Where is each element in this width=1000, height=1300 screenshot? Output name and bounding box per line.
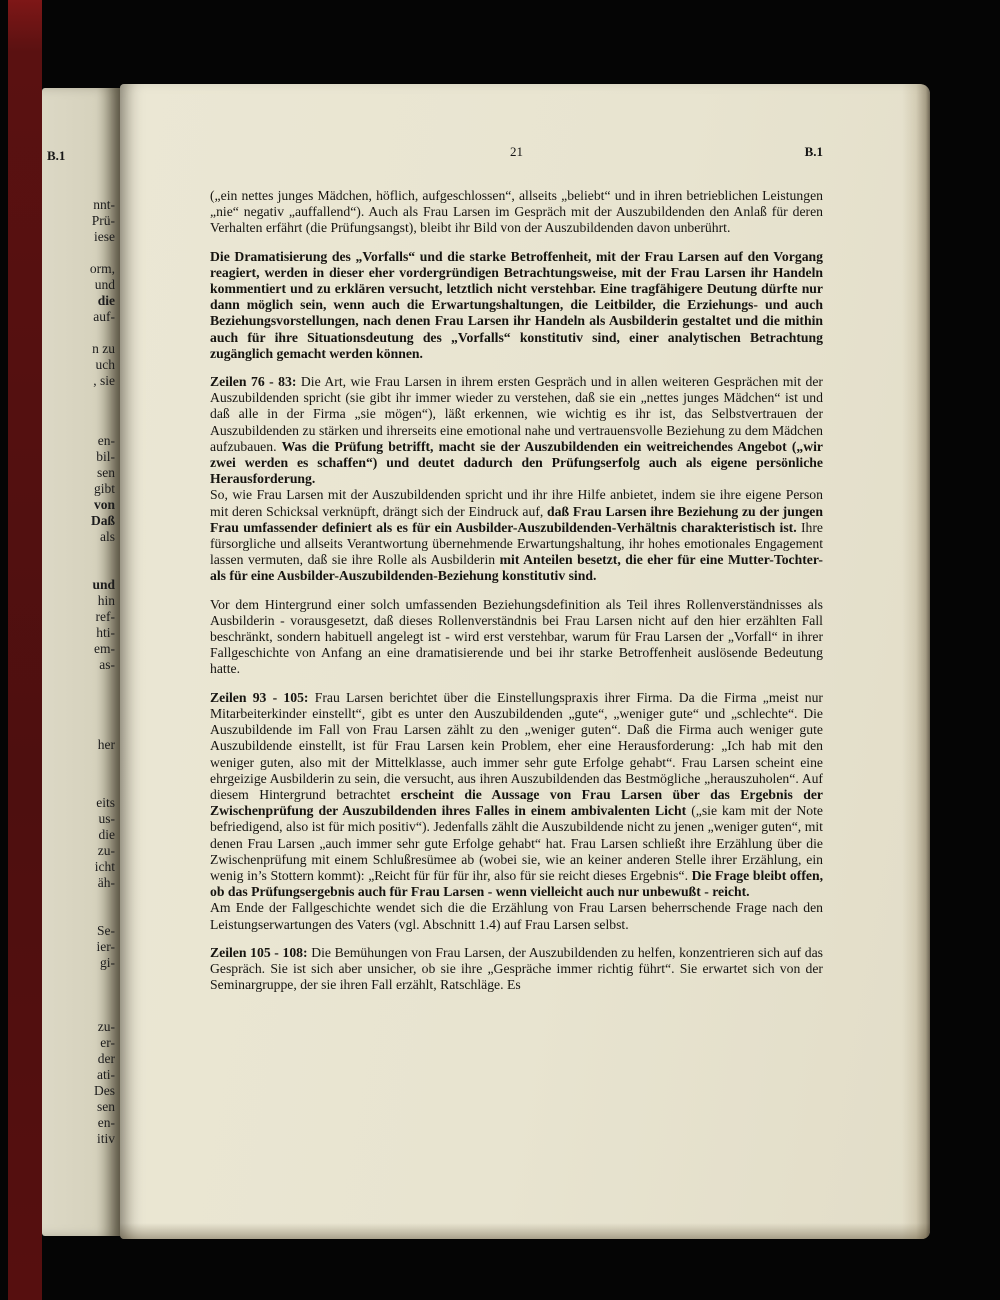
paragraph (210, 597, 823, 678)
emphasized-text: Zeilen 105 - 108: (210, 944, 308, 960)
left-page-text-fragment: sen (97, 465, 115, 480)
emphasized-text: Die Dramatisierung des „Vorfalls“ und die starke Betroffenheit, mit der Frau Larsen auf den Vorgang reagiert, werden in dieser eher vordergründigen Betrachtungsweise, mit der Frau Larsen ihr Handeln kommentiert und zu erklären versucht, letztlich nicht verstehbar. Eine tragfähigere Deutung dürfte nur dann möglich sein, wenn auch die Erwartungshaltungen, die Leitbilder, die Erziehungs- und auch Beziehungsvorstellungen, nach denen Frau Larsen ihr Handeln als Ausbilderin gestaltet und die mithin auch für ihre Situationsdeutung des „Vorfalls“ konstitutiv sind, einer analytischen Betrachtung zugänglich gemacht werden können. (210, 248, 823, 361)
left-page-text-fragment: gibt (93, 481, 115, 496)
left-page-text-fragment: zu- (97, 1019, 115, 1034)
left-page-text-fragment: as- (99, 657, 115, 672)
left-page-text-fragment: en- (97, 1115, 115, 1130)
emphasized-text: daß Frau Larsen ihre Beziehung zu der jungen Frau umfassender definiert als es für ein Ausbilder-Auszubildenden-Verhältnis charakteristisch ist. (210, 503, 823, 535)
left-page-text-fragment: gi- (100, 955, 115, 970)
left-page-text-fragment: us- (98, 811, 115, 826)
left-page-text-fragment: ier- (96, 939, 115, 954)
left-page-text-fragment: icht (94, 859, 115, 874)
emphasized-text: Was die Prüfung betrifft, macht sie der Auszubildenden ein weitreichendes Angebot („wir zwei werden es schaffen“) und deutet dadurch den Prüfungserfolg auch als eigene persönliche Herausforderung. (210, 438, 824, 487)
emphasized-text: Zeilen 93 - 105: (210, 689, 309, 705)
left-page-text-fragment: als (100, 529, 115, 544)
left-page-text-fragment: ref- (95, 609, 115, 624)
left-page-text-fragment: die (98, 827, 115, 842)
paragraph (210, 690, 823, 933)
left-page-text-fragment: iese (94, 229, 115, 244)
paragraph (210, 374, 823, 585)
left-page-text-fragment: und (92, 577, 115, 592)
left-page-text-fragment: nnt- (93, 197, 115, 212)
emphasized-text: Die Frage bleibt offen, ob das Prüfungsergebnis auch für Frau Larsen - wenn vielleicht auch nur unbewußt - reicht. (210, 867, 824, 900)
left-page-text-fragment: en- (97, 433, 115, 448)
paragraph (210, 249, 823, 362)
left-page-text-fragment: zu- (97, 843, 115, 858)
left-page-edge (42, 88, 120, 1236)
left-page-text-fragment: Prü- (91, 213, 115, 228)
text-run: Ihre fürsorgliche und allseits Verantwortung übernehmende Erwartungshaltung, ihr hohes emotionales Engagement lassen vermuten, daß sie ihre Rolle als Ausbilderin (210, 519, 823, 568)
left-page-text-fragment: von (93, 497, 115, 512)
left-page-text-fragment: hti- (96, 625, 115, 640)
left-page-text-fragment: uch (95, 357, 115, 372)
left-page-text-fragment: Se- (97, 923, 115, 938)
text-run: („sie kam mit der Note befriedigend, also ist für mich positiv“). Jedenfalls zählt die Auszubildende nicht zu jenen „weniger guten“, mit denen Frau Larsen „auch immer sehr gute Erfolge gehabt“ hat. Frau Larsen schließt ihre Erzählung über die Zwischenprüfung mit einem Schlußresümee ab (wobei sie, wie an keiner anderen Stelle ihrer Erzählung, ein wenig in’s Stottern kommt): „Reicht für für für ihr, also für sie reicht dieses Ergebnis“. (210, 803, 823, 883)
body-text (210, 188, 823, 1005)
left-page-text-fragment: Des (94, 1083, 115, 1098)
left-page-text-fragment: itiv (96, 1131, 115, 1146)
left-page-text-fragment: auf- (93, 309, 115, 324)
left-page-text-fragment: der (97, 1051, 115, 1066)
emphasized-text: Zeilen 76 - 83: (210, 374, 297, 390)
running-head-section: B.1 (804, 144, 823, 159)
left-page-text-fragment: n zu (92, 341, 115, 356)
left-page-text-fragment: die (97, 293, 115, 308)
left-page-text-fragment: hin (97, 593, 115, 608)
text-run: Frau Larsen berichtet über die Einstellungspraxis ihrer Firma. Da die Firma „meist nur Mitarbeiterkinder einstellt“, gibt es unter den Auszubildenden „gute“, „weniger gute“ und „schlechte“. Die Auszubildende im Fall von Frau Larsen zählt zu den „weniger guten“. Daß die Firma auch weniger gute Auszubildende einstellt, ist für Frau Larsen kein Problem, eher eine Herausforderung: „Ich hab mit den weniger guten, also mit der Mittelklasse, auch immer sehr gute Erfolge gehabt“. Frau Larsen scheint eine ehrgeizige Ausbilderin zu sein, die versucht, aus ihren Auszubildenden das Bestmögliche „herauszuholen“. Auf diesem Hintergrund betrachtet (210, 689, 823, 802)
left-page-text-fragment: ati- (97, 1067, 115, 1082)
left-page-text-fragment: orm, (89, 261, 115, 276)
text-run: Vor dem Hintergrund einer solch umfassenden Beziehungsdefinition als Teil ihres Rollenverständnisses als Ausbilderin - vorausgesetzt, daß dieses Rollenverständnis bei Frau Larsen nicht auf den hier erzählten Fall beschränkt, sondern habituell angelegt ist - wird erst verstehbar, warum für Frau Larsen der „Vorfall“ in ihrer Fallgeschichte von Anfang an eine dramatisierende und bei ihr starke Betroffenheit auslösende Bedeutung hatte. (210, 596, 823, 677)
left-page-text-fragment: äh- (97, 875, 115, 890)
book-spine (8, 0, 42, 1300)
left-page-text-fragment: her (97, 737, 115, 752)
left-page-text-fragment: bil- (96, 449, 115, 464)
text-run: („ein nettes junges Mädchen, höflich, aufgeschlossen“, allseits „beliebt“ und in ihren betrieblichen Leistungen „nie“ negativ „auffallend“). Auch als Frau Larsen im Gespräch mit der Auszubildenden den Anlaß für deren Verhalten erfährt (die Prüfungsangst), bleibt ihr Bild von der Auszubildenden davon unberührt. (210, 188, 823, 236)
running-head (210, 144, 823, 162)
emphasized-text: mit Anteilen besetzt, die eher für eine Mutter-Tochter- als für eine Ausbilder-Auszubildenden-Beziehung konstitutiv sind. (210, 552, 823, 584)
book-page (120, 84, 930, 1239)
left-page-header: B.1 (47, 148, 66, 163)
left-page-text-fragment: eits (96, 795, 115, 810)
left-page-text-fragment: sen (97, 1099, 115, 1114)
emphasized-text: erscheint die Aussage von Frau Larsen über das Ergebnis der Zwischenprüfung der Auszubildenden ihres Falles in einem ambivalenten Licht (210, 786, 823, 819)
paragraph (210, 188, 823, 237)
left-page-text-fragment: er- (100, 1035, 115, 1050)
text-run: Die Art, wie Frau Larsen in ihrem ersten Gespräch und in allen weiteren Gesprächen mit der Auszubildenden spricht (sie gibt ihr immer wieder zu verstehen, daß sie ein „nettes junges Mädchen“ ist und daß alle in der Firma „sie mögen“), läßt erkennen, wie wichtig es ihr ist, das Selbstvertrauen der Auszubildenden zu stärken und ihrerseits eine emotional nahe und vertrauensvolle Beziehung zu dem Mädchen aufzubauen. (210, 374, 823, 454)
left-page-text-fragment: und (94, 277, 115, 292)
paragraph (210, 945, 823, 994)
page-number: 21 (510, 144, 523, 159)
text-run: Die Bemühungen von Frau Larsen, der Auszubildenden zu helfen, konzentrieren sich auf das Gespräch. Sie ist sich aber unsicher, ob sie ihre „Gespräche immer richtig führt“. Sie erwartet sich von der Seminargruppe, der sie ihren Fall erzählt, Ratschläge. Es (210, 944, 823, 993)
text-run: Am Ende der Fallgeschichte wendet sich die die Erzählung von Frau Larsen beherrschende Frage nach den Leistungserwartungen des Vaters (vgl. Abschnitt 1.4) auf Frau Larsen selbst. (210, 900, 823, 932)
left-page-text-fragment: , sie (93, 373, 115, 388)
left-page-text-fragment: em- (94, 641, 115, 656)
text-run: So, wie Frau Larsen mit der Auszubildenden spricht und ihr ihre Hilfe anbietet, indem sie ihre eigene Person mit deren Schicksal verknüpft, drängt sich der Eindruck auf, (210, 487, 823, 519)
left-page-text-fragment: Daß (90, 513, 115, 528)
